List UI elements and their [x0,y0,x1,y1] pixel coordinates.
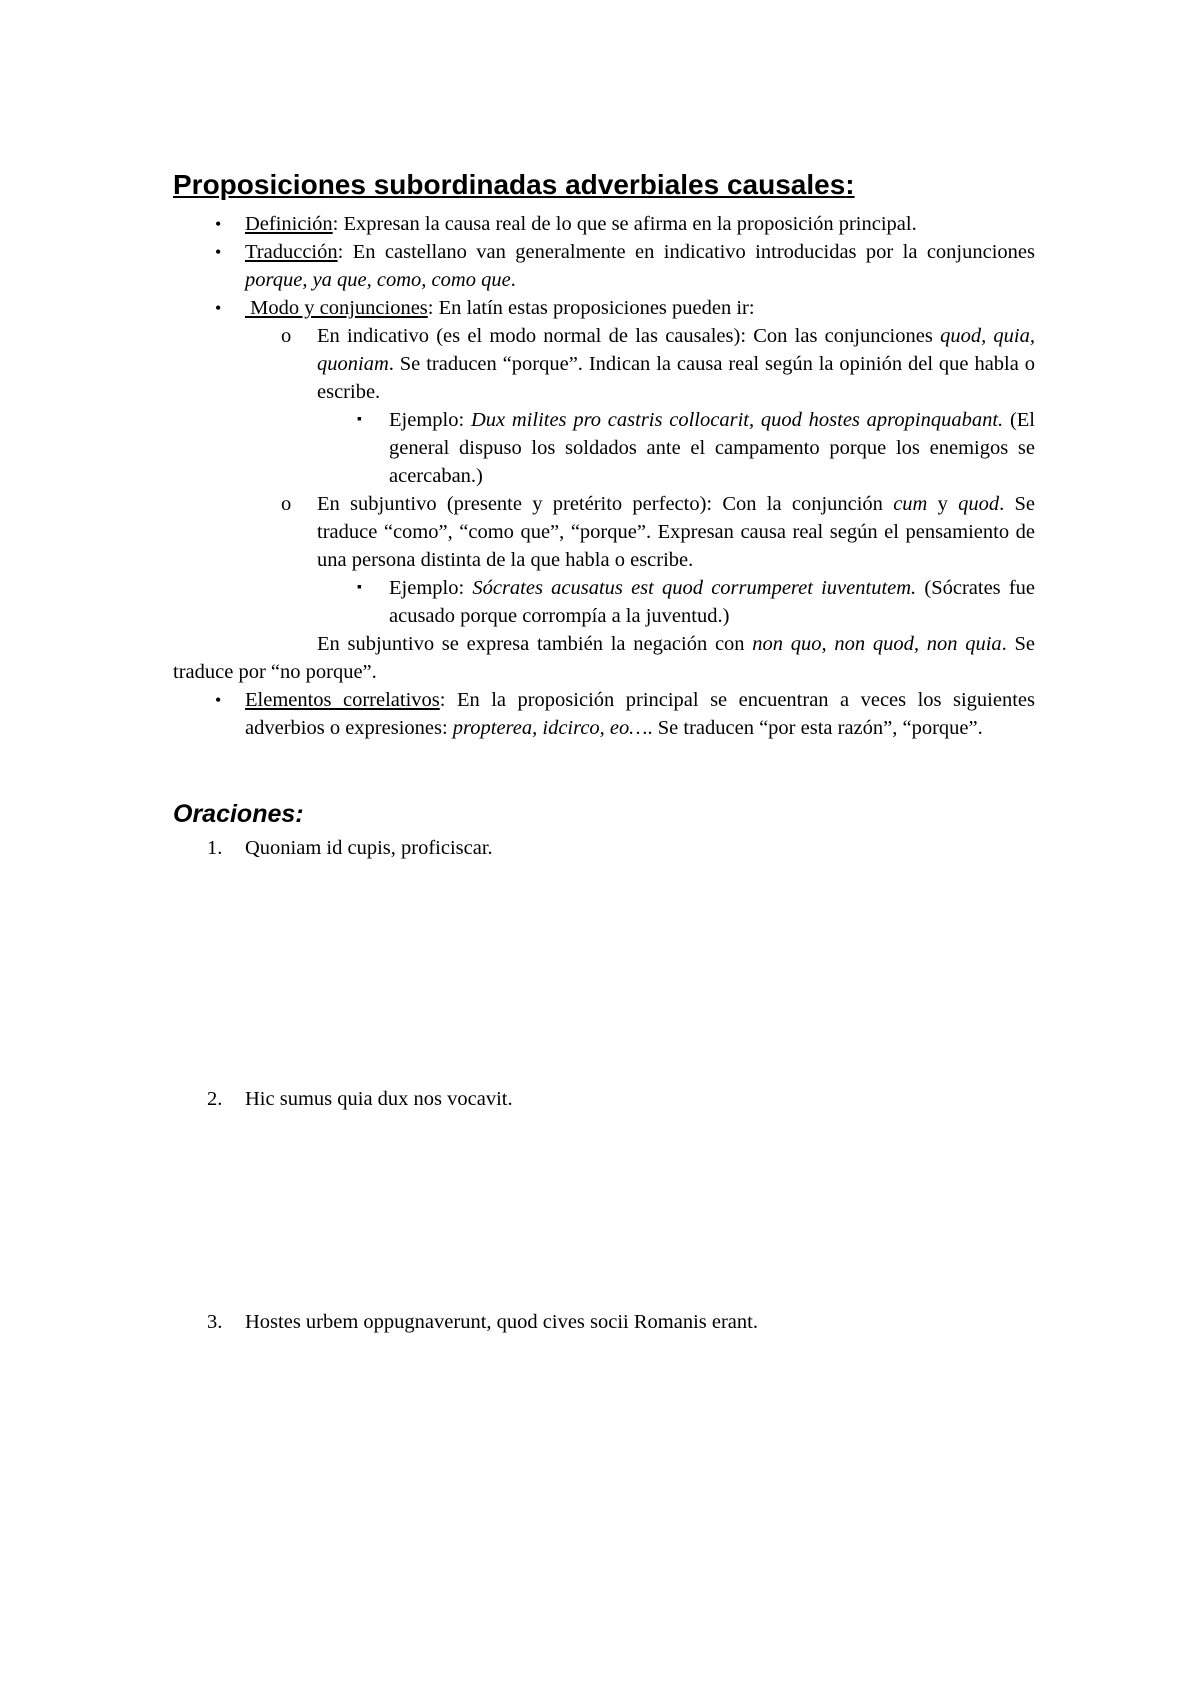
subjuntivo-italic1: cum [893,493,928,515]
list-text: Hic sumus quia dux nos vocavit. [245,1088,513,1110]
ejemplo-subjuntivo [173,574,1035,630]
ejemplo-indicativo [173,406,1035,490]
traduccion-italic: porque, ya que, como, como que [245,269,511,291]
sub-indicativo [173,322,1035,406]
ejemplo-label: Ejemplo: [389,409,471,431]
bullet-definicion [173,210,1035,238]
ejemplo-label: Ejemplo: [389,577,473,599]
list-item [173,834,1035,862]
negacion-text2: . Se traduce por “no porque”. [173,633,1036,683]
indicativo-italic: quod, quia, quoniam [317,325,1035,375]
indicativo-text2: . Se traducen “porque”. Indican la causa real según la opinión del que habla o escribe. [317,353,1035,403]
title-colon: : [845,169,855,200]
document-page [173,168,1035,1336]
bullet-icon: • [215,298,222,318]
circle-bullet-icon: o [281,325,292,347]
list-text: Hostes urbem oppugnaverunt, quod cives socii Romanis erant. [245,1311,758,1333]
subjuntivo-text2: y [927,493,959,515]
definicion-text: : Expresan la causa real de lo que se afirma en la proposición principal. [332,213,917,235]
subjuntivo-text: En subjuntivo (presente y pretérito perfecto): Con la conjunción [317,493,894,515]
list-item [173,1308,1035,1336]
correlativos-text: : En la proposición principal se encuentran a veces los siguientes adverbios o expresiones: [245,689,1035,739]
bullet-correlativos [173,686,1035,742]
square-bullet-icon: ▪ [357,412,362,427]
bullet-icon: • [215,214,222,234]
ejemplo-text: (El general dispuso los soldados ante el campamento porque los enemigos se acercaban.) [389,409,1035,487]
bullet-icon: • [215,242,222,262]
ejemplo-italic: Sócrates acusatus est quod corrumperet iuventutem. [472,577,917,599]
definicion-label: Definición [245,213,333,235]
traduccion-end: . [510,269,516,291]
subjuntivo-italic2: quod [958,493,1000,515]
traduccion-text: : En castellano van generalmente en indicativo introducidas por la conjunciones [337,241,1035,263]
bullet-icon: • [215,690,222,710]
negacion-text: En subjuntivo se expresa también la negación con [317,633,753,655]
correlativos-label: Elementos correlativos [245,689,440,711]
correlativos-italic: propterea, idcirco, eo… [452,717,648,739]
indicativo-text: En indicativo (es el modo normal de las causales): Con las conjunciones [317,325,941,347]
traduccion-label: Traducción [245,241,338,263]
sub-subjuntivo [173,490,1035,574]
correlativos-text2: . Se traducen “por esta razón”, “porque”. [647,717,983,739]
ejemplo-text: (Sócrates fue acusado porque corrompía a la juventud.) [389,577,1036,627]
list-number: 1. [207,837,223,859]
circle-bullet-icon: o [281,493,292,515]
list-number: 3. [207,1311,223,1333]
list-number: 2. [207,1088,223,1110]
title-text: Proposiciones subordinadas adverbiales causales [173,169,846,200]
list-item [173,1085,1035,1113]
subjuntivo-text3: . Se traduce “como”, “como que”, “porque”. Expresan causa real según el pensamiento de una persona distinta de la que habla o escribe. [317,493,1036,571]
bullet-modo [173,294,1035,322]
ejemplo-italic: Dux milites pro castris collocarit, quod hostes apropinquabant. [470,409,1004,431]
modo-label: Modo y conjunciones [245,297,428,319]
bullet-traduccion [173,238,1035,294]
square-bullet-icon: ▪ [357,580,362,595]
negacion-italic: non quo, non quod, non quia [752,633,1002,655]
page-title [173,168,1035,202]
list-text: Quoniam id cupis, proficiscar. [245,837,493,859]
negacion-paragraph [173,630,1035,686]
modo-text: : En latín estas proposiciones pueden ir: [427,297,755,319]
oraciones-heading: Oraciones: [173,800,304,828]
